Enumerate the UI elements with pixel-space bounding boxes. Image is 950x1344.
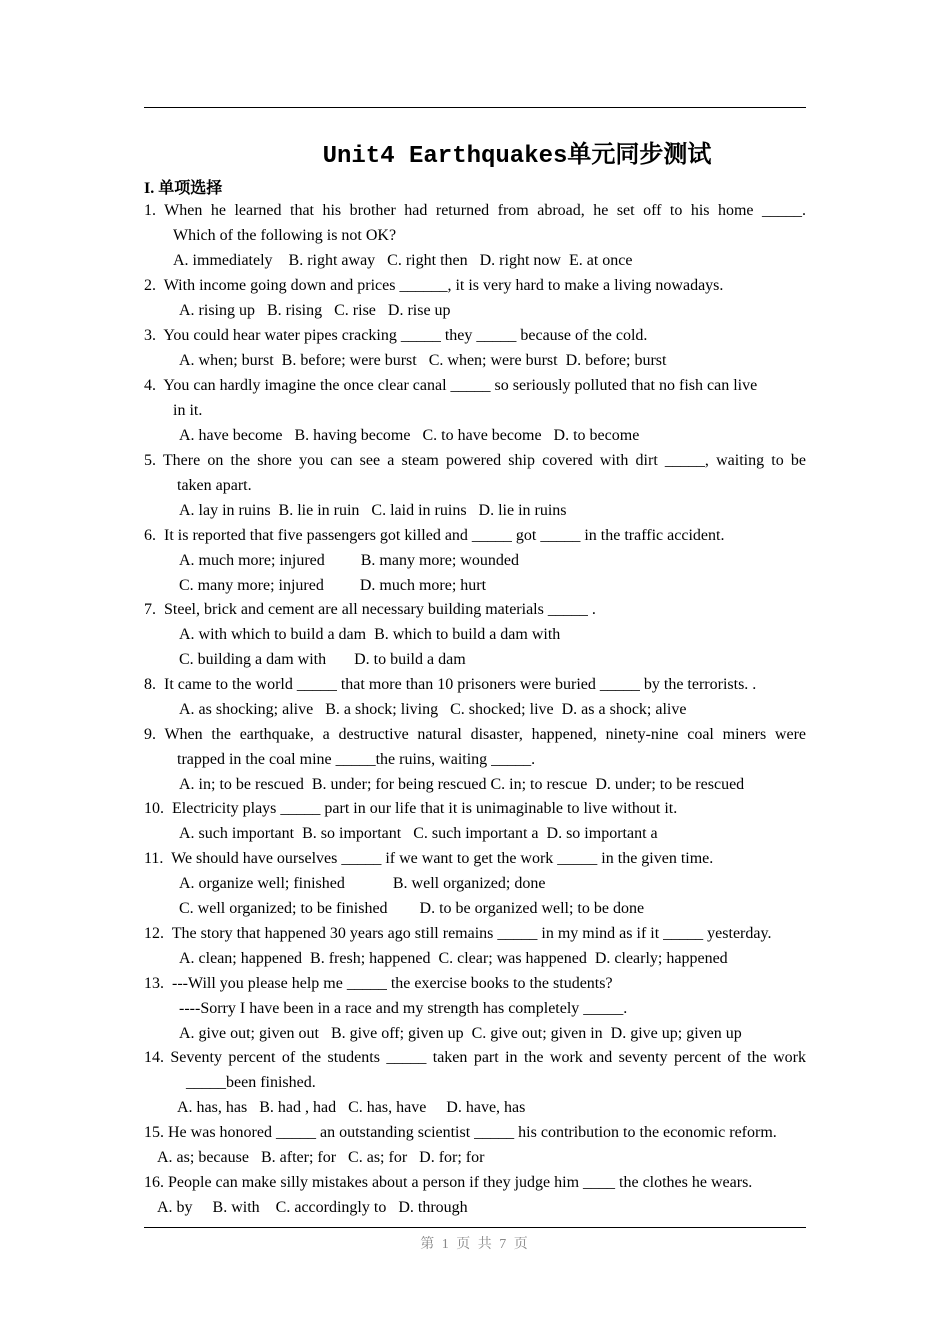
- question-text: 16. People can make silly mistakes about a person if they judge him ____ the clothes he wears.: [144, 1174, 753, 1191]
- question-text: 12. The story that happened 30 years ago still remains _____ in my mind as if it _____ yesterday.: [144, 925, 772, 942]
- question-text: 9. When the earthquake, a destructive natural disaster, happened, ninety-nine coal miners were: [144, 726, 806, 743]
- page-number: 第 1 页 共 7 页: [420, 1237, 530, 1252]
- answer-options: C. many more; injured D. much more; hurt: [179, 577, 487, 594]
- question-text: in it.: [173, 402, 203, 419]
- answer-options: A. when; burst B. before; were burst C. when; were burst D. before; burst: [179, 352, 667, 369]
- question-text: Which of the following is not OK?: [173, 227, 397, 244]
- answer-options: A. clean; happened B. fresh; happened C. clear; was happened D. clearly; happened: [179, 950, 728, 967]
- question-text: 6. It is reported that five passengers got killed and _____ got _____ in the traffic accident.: [144, 527, 725, 544]
- answer-options: A. such important B. so important C. such important a D. so important a: [179, 825, 658, 842]
- answer-options: A. as; because B. after; for C. as; for D. for; for: [157, 1149, 485, 1166]
- answer-options: A. lay in ruins B. lie in ruin C. laid in ruins D. lie in ruins: [179, 502, 567, 519]
- question-text: 4. You can hardly imagine the once clear canal _____ so seriously polluted that no fish can live: [144, 377, 758, 394]
- footer-rule: [144, 1227, 806, 1228]
- answer-options: A. has, has B. had , had C. has, have D. have, has: [177, 1099, 526, 1116]
- question-text: ----Sorry I have been in a race and my strength has completely _____.: [179, 1000, 628, 1017]
- question-text: 15. He was honored _____ an outstanding scientist _____ his contribution to the economic reform.: [144, 1124, 777, 1141]
- question-text: _____been finished.: [186, 1074, 316, 1091]
- answer-options: A. immediately B. right away C. right then D. right now E. at once: [173, 252, 633, 269]
- question-text: 10. Electricity plays _____ part in our life that it is unimaginable to live without it.: [144, 800, 678, 817]
- answer-options: A. give out; given out B. give off; given up C. give out; given in D. give up; given up: [179, 1025, 742, 1042]
- answer-options: C. well organized; to be finished D. to be organized well; to be done: [179, 900, 645, 917]
- page-title: Unit4 Earthquakes单元同步测试: [322, 143, 712, 170]
- header-rule: [144, 107, 806, 108]
- question-text: 3. You could hear water pipes cracking _____ they _____ because of the cold.: [144, 327, 648, 344]
- question-text: 11. We should have ourselves _____ if we want to get the work _____ in the given time.: [144, 850, 714, 867]
- question-text: 8. It came to the world _____ that more than 10 prisoners were buried _____ by the terrorists. .: [144, 676, 757, 693]
- question-text: 5. There on the shore you can see a steam powered ship covered with dirt _____, waiting to be: [144, 452, 806, 469]
- answer-options: A. rising up B. rising C. rise D. rise up: [179, 302, 451, 319]
- answer-options: A. organize well; finished B. well organized; done: [179, 875, 546, 892]
- question-text: 2. With income going down and prices ______, it is very hard to make a living nowadays.: [144, 277, 724, 294]
- answer-options: A. as shocking; alive B. a shock; living C. shocked; live D. as a shock; alive: [179, 701, 687, 718]
- answer-options: A. with which to build a dam B. which to build a dam with: [179, 626, 561, 643]
- question-text: trapped in the coal mine _____the ruins, waiting _____.: [177, 751, 536, 768]
- answer-options: A. much more; injured B. many more; wounded: [179, 552, 519, 569]
- question-text: 7. Steel, brick and cement are all necessary building materials _____ .: [144, 601, 596, 618]
- section-heading: I. 单项选择: [144, 180, 223, 197]
- question-text: 1. When he learned that his brother had returned from abroad, he set off to his home _____.: [144, 202, 806, 219]
- question-text: 13. ---Will you please help me _____ the exercise books to the students?: [144, 975, 613, 992]
- question-text: 14. Seventy percent of the students _____ taken part in the work and seventy percent of the work: [144, 1049, 806, 1066]
- answer-options: C. building a dam with D. to build a dam: [179, 651, 466, 668]
- question-text: taken apart.: [177, 477, 252, 494]
- answer-options: A. in; to be rescued B. under; for being rescued C. in; to rescue D. under; to be rescued: [179, 776, 745, 793]
- answer-options: A. have become B. having become C. to have become D. to become: [179, 427, 640, 444]
- answer-options: A. by B. with C. accordingly to D. through: [157, 1199, 468, 1216]
